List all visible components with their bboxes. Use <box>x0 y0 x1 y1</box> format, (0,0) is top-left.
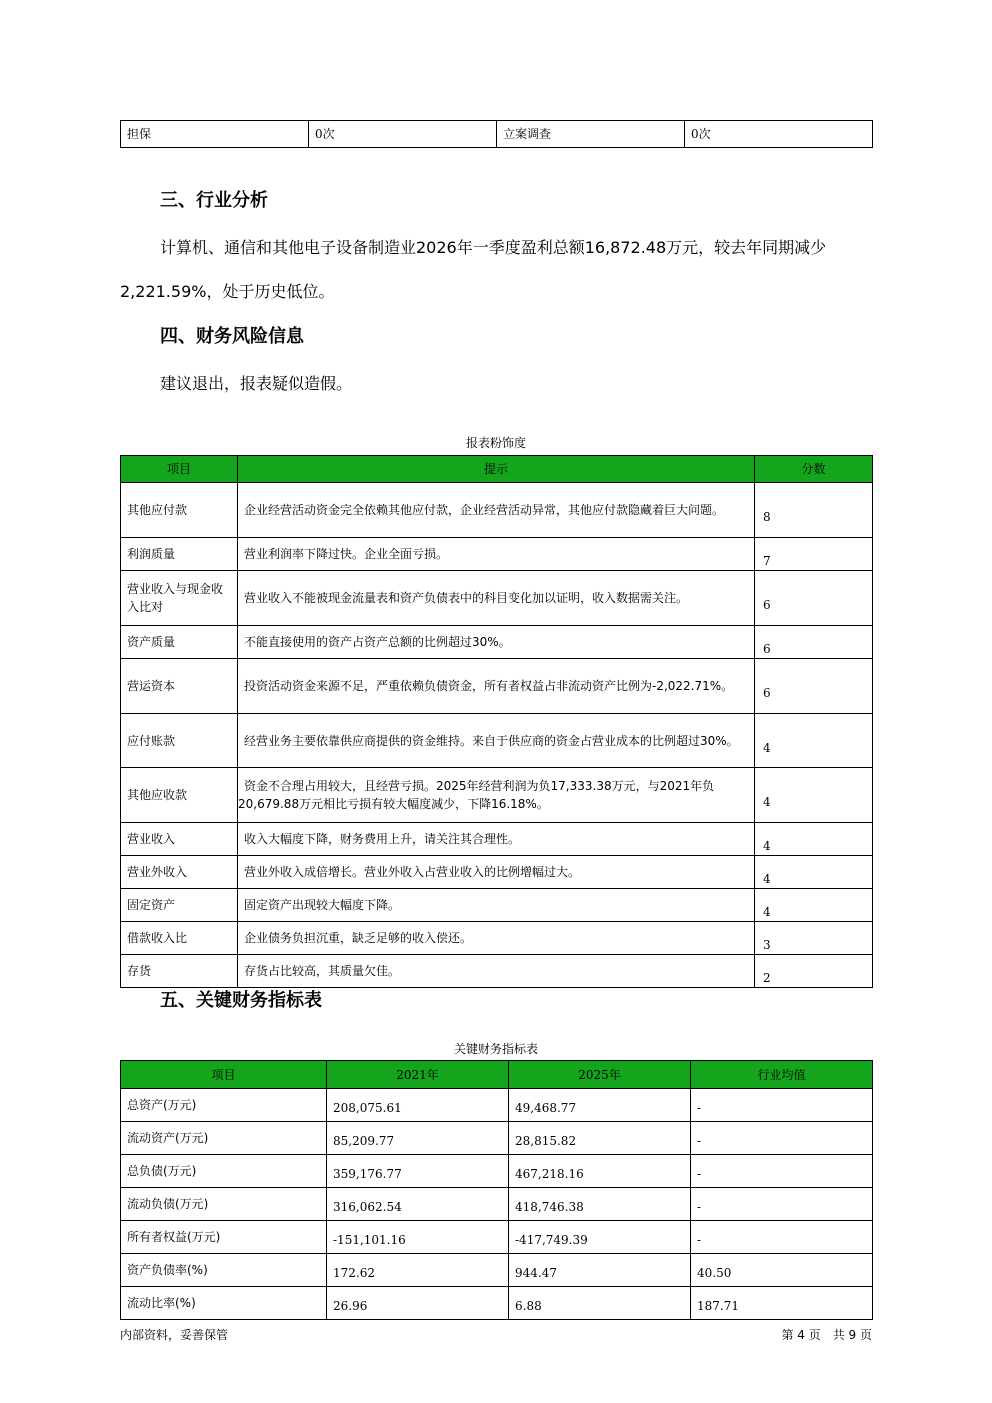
row-hint: 营业外收入成倍增长。营业外收入占营业收入的比例增幅过大。 <box>238 856 755 889</box>
row-2021: 208,075.61 <box>327 1089 509 1122</box>
row-2021: 85,209.77 <box>327 1122 509 1155</box>
guarantee-table <box>120 120 873 148</box>
section3-paragraph: 计算机、通信和其他电子设备制造业2026年一季度盈利总额16,872.48万元，较去年同期减少2,221.59%，处于历史低位。 <box>120 238 827 301</box>
row-score: 7 <box>755 538 873 571</box>
row-item: 总负债(万元) <box>121 1155 327 1188</box>
table-row <box>121 922 873 955</box>
table-row <box>121 856 873 889</box>
row-2025: 467,218.16 <box>509 1155 691 1188</box>
row-hint: 营业利润率下降过快。企业全面亏损。 <box>238 538 755 571</box>
row-2025: 6.88 <box>509 1287 691 1320</box>
col-header-score: 分数 <box>755 456 873 483</box>
col-header-item: 项目 <box>121 1061 327 1089</box>
row-score: 6 <box>755 626 873 659</box>
table-row <box>121 823 873 856</box>
table-row <box>121 1254 873 1287</box>
guarantee-label: 担保 <box>121 121 309 148</box>
row-2025: 418,746.38 <box>509 1188 691 1221</box>
row-item: 利润质量 <box>121 538 238 571</box>
table-row <box>121 538 873 571</box>
risk-table <box>120 455 873 988</box>
table-row <box>121 955 873 988</box>
row-hint: 企业债务负担沉重，缺乏足够的收入偿还。 <box>238 922 755 955</box>
table-row <box>121 1221 873 1254</box>
row-hint: 存货占比较高，其质量欠佳。 <box>238 955 755 988</box>
row-hint: 经营业务主要依靠供应商提供的资金维持。来自于供应商的资金占营业成本的比例超过30%。 <box>238 714 755 768</box>
row-item: 营业收入 <box>121 823 238 856</box>
table-header-row <box>121 456 873 483</box>
row-hint: 固定资产出现较大幅度下降。 <box>238 889 755 922</box>
row-item: 存货 <box>121 955 238 988</box>
row-item: 所有者权益(万元) <box>121 1221 327 1254</box>
row-item: 固定资产 <box>121 889 238 922</box>
row-2025: 944.47 <box>509 1254 691 1287</box>
table-row <box>121 768 873 823</box>
row-hint: 营业收入不能被现金流量表和资产负债表中的科目变化加以证明，收入数据需关注。 <box>238 571 755 626</box>
row-item: 借款收入比 <box>121 922 238 955</box>
row-score: 4 <box>755 714 873 768</box>
table-row <box>121 121 873 148</box>
row-item: 营运资本 <box>121 659 238 714</box>
table-row <box>121 889 873 922</box>
table-row <box>121 571 873 626</box>
table-row <box>121 1287 873 1320</box>
row-2021: -151,101.16 <box>327 1221 509 1254</box>
guarantee-count: 0次 <box>309 121 497 148</box>
key-financial-table <box>120 1060 873 1320</box>
row-2021: 172.62 <box>327 1254 509 1287</box>
row-2025: 28,815.82 <box>509 1122 691 1155</box>
row-score: 4 <box>755 823 873 856</box>
row-score: 4 <box>755 768 873 823</box>
row-industry-average: 187.71 <box>691 1287 873 1320</box>
section3-heading: 三、行业分析 <box>160 190 268 211</box>
table-row <box>121 659 873 714</box>
investigation-count: 0次 <box>685 121 873 148</box>
section4-heading: 四、财务风险信息 <box>160 326 304 347</box>
col-header-item: 项目 <box>121 456 238 483</box>
row-item: 流动比率(%) <box>121 1287 327 1320</box>
section5-heading: 五、关键财务指标表 <box>160 990 322 1011</box>
table-row <box>121 1155 873 1188</box>
row-industry-average: - <box>691 1089 873 1122</box>
row-2025: -417,749.39 <box>509 1221 691 1254</box>
table-header-row <box>121 1061 873 1089</box>
key-table-caption: 关键财务指标表 <box>453 1042 538 1056</box>
row-score: 4 <box>755 889 873 922</box>
risk-table-caption: 报表粉饰度 <box>465 436 526 450</box>
row-item: 资产负债率(%) <box>121 1254 327 1287</box>
row-score: 4 <box>755 856 873 889</box>
table-row <box>121 1122 873 1155</box>
row-hint: 不能直接使用的资产占资产总额的比例超过30%。 <box>238 626 755 659</box>
row-hint: 资金不合理占用较大，且经营亏损。2025年经营利润为负17,333.38万元，与2021年负20,679.88万元相比亏损有较大幅度减少，下降16.18%。 <box>238 768 755 823</box>
row-item: 总资产(万元) <box>121 1089 327 1122</box>
footer-page-number: 第 4 页 共 9 页 <box>781 1328 872 1342</box>
row-industry-average: 40.50 <box>691 1254 873 1287</box>
row-item: 流动资产(万元) <box>121 1122 327 1155</box>
row-2021: 26.96 <box>327 1287 509 1320</box>
row-hint: 投资活动资金来源不足，严重依赖负债资金，所有者权益占非流动资产比例为-2,022.71%。 <box>238 659 755 714</box>
row-item: 其他应付款 <box>121 483 238 538</box>
row-item: 其他应收款 <box>121 768 238 823</box>
row-item: 营业收入与现金收入比对 <box>121 571 238 626</box>
table-row <box>121 626 873 659</box>
row-score: 6 <box>755 659 873 714</box>
col-header-2021: 2021年 <box>327 1061 509 1089</box>
table-row <box>121 714 873 768</box>
row-item: 应付账款 <box>121 714 238 768</box>
row-industry-average: - <box>691 1155 873 1188</box>
investigation-label: 立案调查 <box>497 121 685 148</box>
row-score: 8 <box>755 483 873 538</box>
row-score: 3 <box>755 922 873 955</box>
row-hint: 收入大幅度下降，财务费用上升，请关注其合理性。 <box>238 823 755 856</box>
row-item: 资产质量 <box>121 626 238 659</box>
row-industry-average: - <box>691 1221 873 1254</box>
row-2025: 49,468.77 <box>509 1089 691 1122</box>
row-2021: 359,176.77 <box>327 1155 509 1188</box>
col-header-industry-average: 行业均值 <box>691 1061 873 1089</box>
row-item: 流动负债(万元) <box>121 1188 327 1221</box>
footer-confidential-note: 内部资料，妥善保管 <box>120 1328 229 1342</box>
row-industry-average: - <box>691 1122 873 1155</box>
section4-paragraph: 建议退出，报表疑似造假。 <box>160 374 353 393</box>
row-2021: 316,062.54 <box>327 1188 509 1221</box>
row-item: 营业外收入 <box>121 856 238 889</box>
row-hint: 企业经营活动资金完全依赖其他应付款，企业经营活动异常，其他应付款隐藏着巨大问题。 <box>238 483 755 538</box>
col-header-2025: 2025年 <box>509 1061 691 1089</box>
col-header-hint: 提示 <box>238 456 755 483</box>
table-row <box>121 1188 873 1221</box>
table-row <box>121 483 873 538</box>
row-score: 2 <box>755 955 873 988</box>
row-score: 6 <box>755 571 873 626</box>
table-row <box>121 1089 873 1122</box>
row-industry-average: - <box>691 1188 873 1221</box>
